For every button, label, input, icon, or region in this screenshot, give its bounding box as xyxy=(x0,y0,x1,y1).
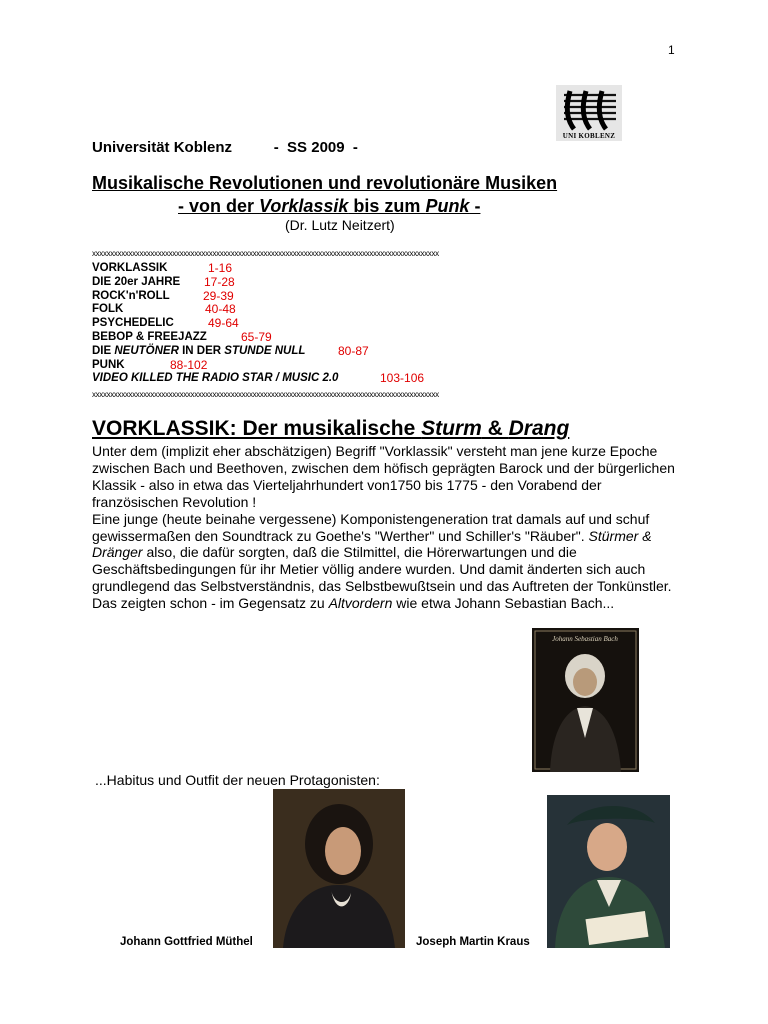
body-text xyxy=(92,443,682,612)
caption-muethel: Johann Gottfried Müthel xyxy=(120,936,253,948)
paragraph: Eine junge (heute beinahe vergessene) Komponistengeneration trat damals auf und schuf gewissermaßen den Soundtrack zu Goethe's "Werther" und Schiller's "Räuber". Stürmer & Dränger also, die dafür sorgten, daß die Stilmittel, die Hörerwartungen und die Geschäftsbedingungen für ihr Metier völlig andere wurden. Und damit änderten sich auch grundlegend das Selbstverständnis, das Selbstbewußtsein und das Auftreten der Tonkünstler. xyxy=(92,510,672,595)
semester: - SS 2009 - xyxy=(273,139,358,156)
toc-entry: BEBOP & FREEJAZZ 65-79 xyxy=(92,329,272,344)
habitus-text: ...Habitus und Outfit der neuen Protagonisten: xyxy=(95,772,380,788)
table-of-contents xyxy=(92,261,425,386)
toc-entry: DIE NEUTÖNER IN DER STUNDE NULL 80-87 xyxy=(92,343,369,358)
toc-pages: 88-102 xyxy=(170,357,208,372)
document-title: Musikalische Revolutionen und revolutionäre Musiken xyxy=(92,173,558,193)
bach-portrait-label: Johann Sebastian Bach xyxy=(552,635,618,643)
toc-pages: 17-28 xyxy=(204,274,235,289)
toc-pages: 49-64 xyxy=(208,316,239,331)
author: (Dr. Lutz Neitzert) xyxy=(285,217,395,233)
toc-pages: 65-79 xyxy=(241,329,272,344)
kraus-portrait xyxy=(547,795,670,948)
toc-entry: PSYCHEDELIC 49-64 xyxy=(92,316,239,331)
toc-entry: VIDEO KILLED THE RADIO STAR / MUSIC 2.0 103-106 xyxy=(92,371,425,386)
university-name: Universität Koblenz xyxy=(92,139,233,156)
separator-bottom: xxxxxxxxxxxxxxxxxxxxxxxxxxxxxxxxxxxxxxxxxxxxxxxxxxxxxxxxxxxxxxxxxxxxxxxxxxxxxxxxxxxxxxxxxxxxxxx xyxy=(92,390,439,399)
document-subtitle: - von der Vorklassik bis zum Punk - xyxy=(178,196,481,216)
bach-portrait xyxy=(532,628,639,772)
toc-entry: VORKLASSIK 1-16 xyxy=(92,261,233,275)
paragraph: Das zeigten schon - im Gegensatz zu Altvordern wie etwa Johann Sebastian Bach... xyxy=(92,595,615,612)
logo-text: UNI KOBLENZ xyxy=(562,132,616,140)
section-heading: VORKLASSIK: Der musikalische Sturm & Drang xyxy=(92,417,570,440)
toc-pages: 103-106 xyxy=(380,371,425,386)
toc-entry: ROCK'n'ROLL 29-39 xyxy=(92,288,234,303)
toc-entry: FOLK 40-48 xyxy=(92,302,236,317)
page-number: 1 xyxy=(668,43,675,57)
separator-top: xxxxxxxxxxxxxxxxxxxxxxxxxxxxxxxxxxxxxxxxxxxxxxxxxxxxxxxxxxxxxxxxxxxxxxxxxxxxxxxxxxxxxxxxxxxxxxx xyxy=(92,249,439,258)
toc-pages: 40-48 xyxy=(205,302,236,317)
toc-entry: DIE 20er JAHRE 17-28 xyxy=(92,274,235,289)
toc-pages: 1-16 xyxy=(208,261,233,275)
paragraph: Unter dem (implizit eher abschätzigen) Begriff "Vorklassik" versteht man jene kurze Epoche zwischen Bach und Beethoven, zwischen dem höfisch geprägten Barock und der bürgerlichen Klassik - also in etwa das Vierteljahrhundert von1750 bis 1775 - den Vorabend der französischen Revolution ! xyxy=(92,443,675,510)
caption-kraus: Joseph Martin Kraus xyxy=(416,936,530,948)
toc-pages: 29-39 xyxy=(203,288,234,303)
course-header xyxy=(92,139,358,156)
toc-entry: PUNK 88-102 xyxy=(92,357,208,372)
toc-pages: 80-87 xyxy=(338,343,369,358)
muethel-portrait xyxy=(273,789,405,948)
